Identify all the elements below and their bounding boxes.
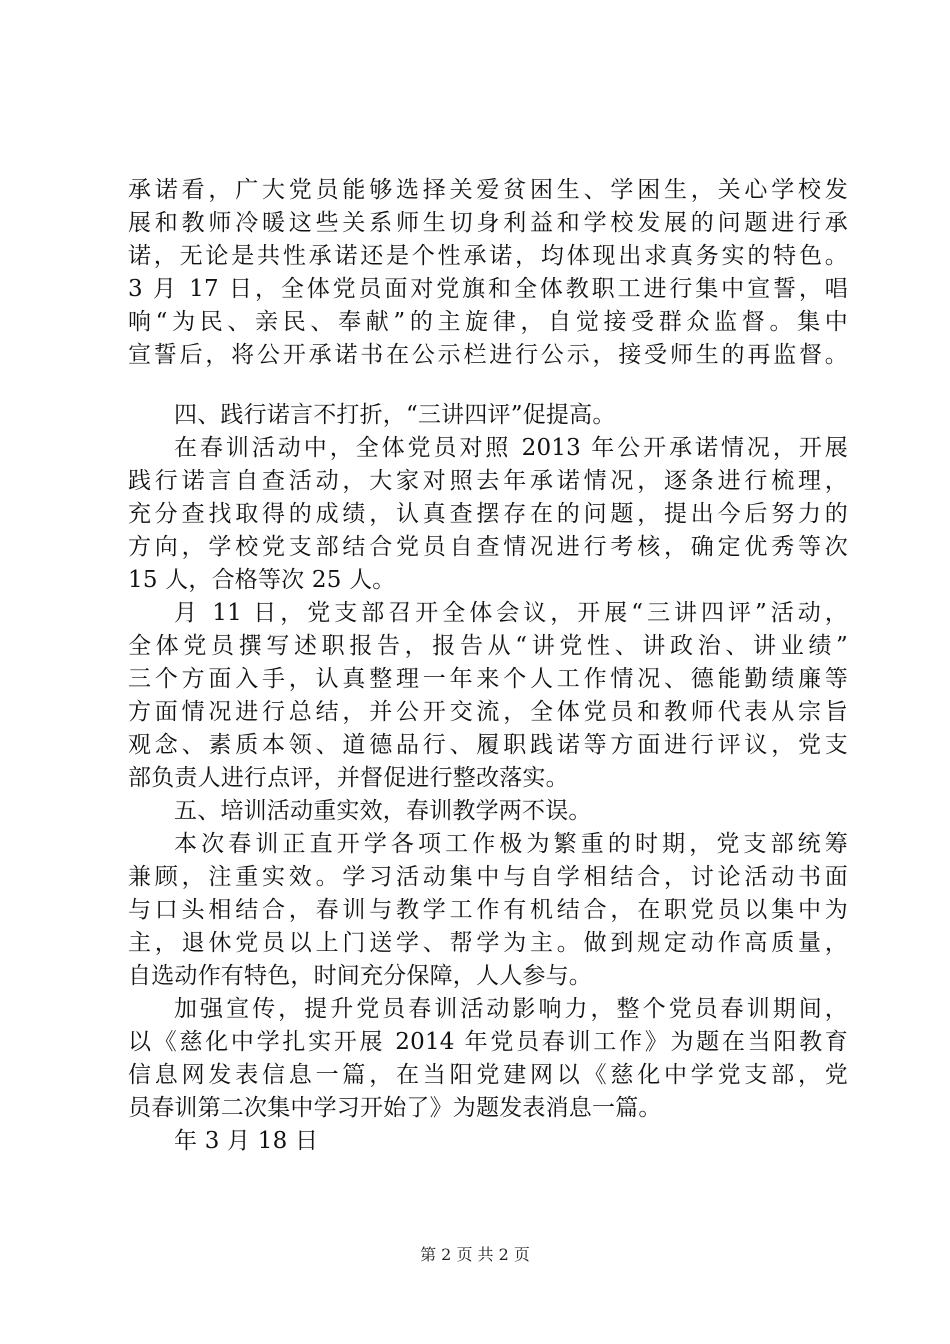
document-body — [128, 174, 848, 1158]
text-line: 展和教师冷暖这些关系师生切身利益和学校发展的问题进行承 — [128, 210, 848, 236]
text-line: 以《慈化中学扎实开展 2014 年党员春训工作》为题在当阳教育 — [128, 1029, 848, 1055]
text-line: 3 月 17 日，全体党员面对党旗和全体教职工进行集中宣誓，唱 — [128, 276, 848, 302]
text-line: 信息网发表信息一篇，在当阳党建网以《慈化中学党支部，党 — [128, 1062, 848, 1088]
text-line: 兼顾，注重实效。学习活动集中与自学相结合，讨论活动书面 — [128, 864, 848, 890]
text-line: 员春训第二次集中学习开始了》为题发表消息一篇。 — [128, 1095, 662, 1121]
text-line: 月 11 日，党支部召开全体会议，开展“三讲四评”活动， — [174, 600, 848, 626]
text-line: 方面情况进行总结，并公开交流，全体党员和教师代表从宗旨 — [128, 699, 848, 725]
section-heading-4: 四、践行诺言不打折，“三讲四评”促提高。 — [174, 402, 616, 428]
text-line: 与口头相结合，春训与教学工作有机结合，在职党员以集中为 — [128, 897, 848, 923]
text-line: 承诺看，广大党员能够选择关爱贫困生、学困生，关心学校发 — [128, 177, 848, 203]
text-line: 本次春训正直开学各项工作极为繁重的时期，党支部统筹 — [174, 831, 848, 857]
text-line: 充分查找取得的成绩，认真查摆存在的问题，提出今后努力的 — [128, 501, 848, 527]
text-line: 践行诺言自查活动，大家对照去年承诺情况，逐条进行梳理， — [128, 468, 848, 494]
text-line: 三个方面入手，认真整理一年来个人工作情况、德能勤绩廉等 — [128, 666, 848, 692]
text-line: 观念、素质本领、道德品行、履职践诺等方面进行评议，党支 — [128, 732, 848, 758]
text-line: 15 人，合格等次 25 人。 — [128, 567, 396, 593]
text-line: 在春训活动中，全体党员对照 2013 年公开承诺情况，开展 — [174, 435, 848, 461]
date-line: 年 3 月 18 日 — [174, 1128, 319, 1154]
text-line: 方向，学校党支部结合党员自查情况进行考核，确定优秀等次 — [128, 534, 848, 560]
section-heading-5: 五、培训活动重实效，春训教学两不误。 — [174, 798, 592, 824]
page-number-footer: 第 2 页 共 2 页 — [420, 1245, 530, 1264]
text-line: 主，退休党员以上门送学、帮学为主。做到规定动作高质量， — [128, 930, 848, 956]
text-line: 宣誓后，将公开承诺书在公示栏进行公示，接受师生的再监督。 — [128, 342, 848, 368]
text-line: 响“为民、亲民、奉献”的主旋律，自觉接受群众监督。集中 — [128, 309, 848, 335]
text-line: 部负责人进行点评，并督促进行整改落实。 — [128, 765, 569, 791]
text-line: 全体党员撰写述职报告，报告从“讲党性、讲政治、讲业绩” — [128, 633, 848, 659]
text-line: 诺，无论是共性承诺还是个性承诺，均体现出求真务实的特色。 — [128, 243, 848, 269]
paragraph-gap — [128, 372, 848, 399]
text-line: 自选动作有特色，时间充分保障，人人参与。 — [128, 963, 592, 989]
text-line: 加强宣传，提升党员春训活动影响力，整个党员春训期间， — [174, 996, 848, 1022]
